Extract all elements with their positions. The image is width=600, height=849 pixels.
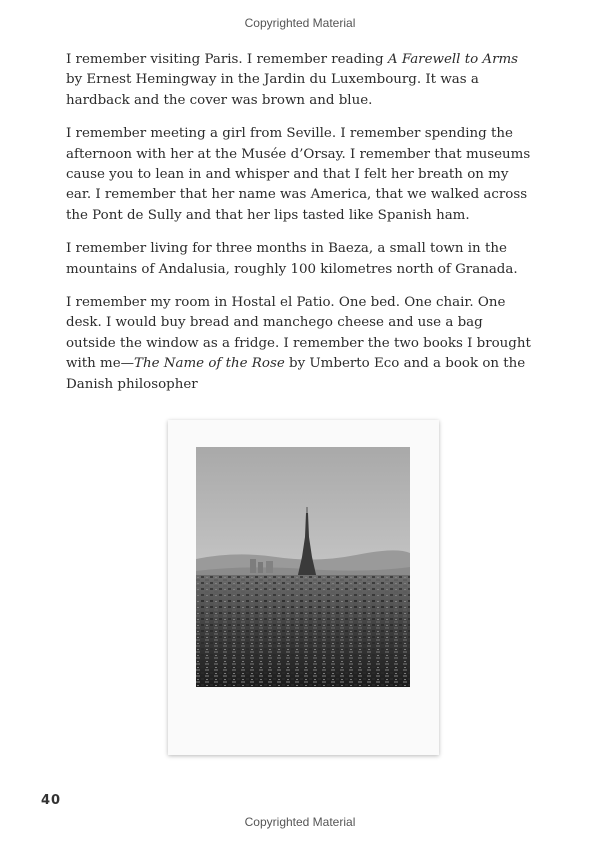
- paragraph-baeza: I remember living for three months in Baeza, a small town in the mountains of Andalusia, roughly 100 kilometres north of Granada.: [66, 241, 518, 277]
- page-number: 40: [41, 793, 62, 808]
- paris-skyline-photo: [196, 447, 410, 687]
- paragraph-hostal-start: I remember my room in Hostal el Patio. One bed. One chair. One desk. I would buy bread and manchego cheese and use a bag outside the window as a fridge. I remember the two books I brought with me—: [66, 295, 531, 372]
- paragraph-paris-start: I remember visiting Paris. I remember reading: [66, 52, 388, 67]
- copyright-watermark-top: Copyrighted Material: [244, 16, 356, 30]
- copyright-watermark-bottom: Copyrighted Material: [244, 815, 356, 829]
- body-text: [66, 50, 536, 408]
- paragraph-hostal: [66, 293, 536, 395]
- photo-frame: [168, 420, 439, 755]
- book-title-rose: The Name of the Rose: [134, 356, 285, 372]
- paragraph-seville: I remember meeting a girl from Seville. I remember spending the afternoon with her at the Musée d’Orsay. I remember that museums cause you to lean in and whisper and that I felt her breath on my ear. I remember that her name was America, that we walked across the Pont de Sully and that her lips tasted like Spanish ham.: [66, 126, 531, 223]
- paragraph-paris-end: by Ernest Hemingway in the Jardin du Luxembourg. It was a hardback and the cover was brown and blue.: [66, 72, 479, 108]
- book-title-farewell: A Farewell to Arms: [387, 52, 519, 67]
- paragraph-paris: [66, 50, 536, 111]
- paragraph-hostal-end: by Umberto Eco and a book on the Danish philosopher: [66, 356, 526, 392]
